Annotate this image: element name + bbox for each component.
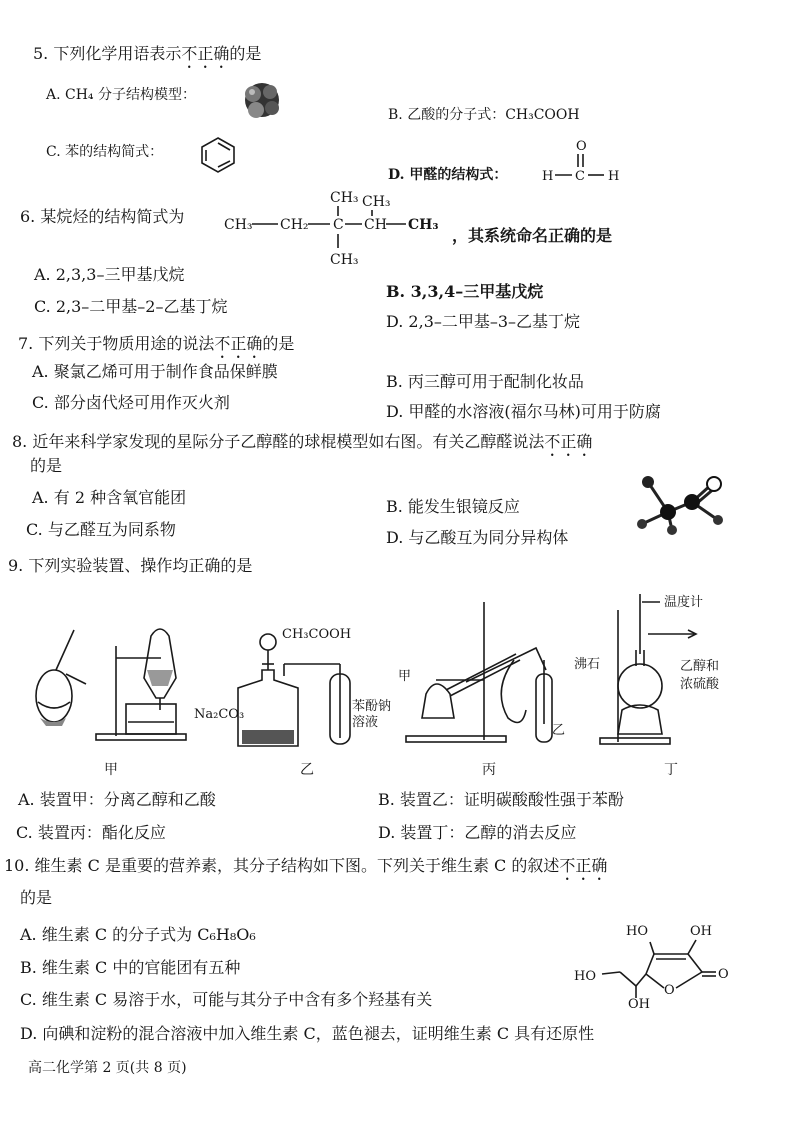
ch4-space-filling-model xyxy=(238,78,286,122)
q5-option-b: B. 乙酸的分子式：CH₃COOH xyxy=(388,107,580,123)
apparatus-jia-separatory-funnel xyxy=(36,618,196,748)
label-phenoxide-line2: 溶液 xyxy=(352,715,379,730)
struct-c: C xyxy=(575,169,585,184)
formaldehyde-structure xyxy=(538,136,628,184)
struct-ho-left: HO xyxy=(574,969,596,984)
q7-option-d: D. 甲醛的水溶液(福尔马林)可用于防腐 xyxy=(386,402,661,421)
label-bing-jia: 甲 xyxy=(398,669,412,684)
struct-ho-top: HO xyxy=(626,924,648,939)
q6-option-b: B. 3,3,4–三甲基戊烷 xyxy=(386,282,544,301)
q8-stem: 8. 近年来科学家发现的星际分子乙醇醛的球棍模型如右图。有关乙醇醛说法不正确 xyxy=(12,432,593,451)
label-ch3cooh: CH₃COOH xyxy=(282,627,352,642)
q10-stem-line2: 的是 xyxy=(20,888,53,907)
struct-ch3-right: CH₃ xyxy=(408,217,439,233)
struct-h-left: H xyxy=(542,169,554,184)
q9-stem: 9. 下列实验装置、操作均正确的是 xyxy=(8,556,253,575)
q7-option-c: C. 部分卤代烃可用作灭火剂 xyxy=(32,393,230,412)
q9-option-a: A. 装置甲：分离乙醇和乙酸 xyxy=(18,790,216,809)
apparatus-bing-esterification xyxy=(396,600,566,748)
apparatus-yi-carbonic-acid-test xyxy=(190,620,390,750)
q9-option-b: B. 装置乙：证明碳酸酸性强于苯酚 xyxy=(378,790,624,809)
q10-option-a: A. 维生素 C 的分子式为 C₆H₈O₆ xyxy=(20,925,256,944)
page-footer: 高二化学第 2 页(共 8 页) xyxy=(28,1060,187,1076)
apparatus-ding-ethanol-elimination xyxy=(570,594,770,748)
q8-option-d: D. 与乙酸互为同分异构体 xyxy=(386,528,569,547)
q6-stem-post: ，其系统命名正确的是 xyxy=(452,226,613,245)
label-thermometer: 温度计 xyxy=(664,595,704,610)
q8-option-b: B. 能发生银镜反应 xyxy=(386,497,520,516)
q10-option-d: D. 向碘和淀粉的混合溶液中加入维生素 C，蓝色褪去，证明维生素 C 具有还原性 xyxy=(20,1024,595,1043)
q6-option-d: D. 2,3–二甲基–3–乙基丁烷 xyxy=(386,312,581,331)
apparatus-label-ding: 丁 xyxy=(664,762,678,778)
q5-option-a: A. CH₄ 分子结构模型： xyxy=(46,87,196,103)
struct-oh-top: OH xyxy=(690,924,712,939)
q10-option-b: B. 维生素 C 中的官能团有五种 xyxy=(20,958,241,977)
apparatus-label-bing: 丙 xyxy=(482,762,496,778)
q8-option-c: C. 与乙醛互为同系物 xyxy=(26,520,176,539)
struct-ch3-top-right: CH₃ xyxy=(362,194,391,210)
q7-option-a: A. 聚氯乙烯可用于制作食品保鲜膜 xyxy=(32,362,278,381)
struct-ch: CH xyxy=(364,217,387,233)
q5-stem: 5. 下列化学用语表示不正确的是 xyxy=(33,44,262,63)
label-phenoxide-line1: 苯酚钠 xyxy=(352,699,392,714)
struct-ch2: CH₂ xyxy=(280,217,309,233)
struct-ch3-top: CH₃ xyxy=(330,190,359,206)
apparatus-label-jia: 甲 xyxy=(104,762,118,778)
benzene-ring xyxy=(198,136,238,172)
alkane-structure xyxy=(222,186,462,270)
q9-option-c: C. 装置丙：酯化反应 xyxy=(16,823,166,842)
struct-o-keto: O xyxy=(718,967,729,982)
q10-stem: 10. 维生素 C 是重要的营养素，其分子结构如下图。下列关于维生素 C 的叙述不正确 xyxy=(4,856,608,875)
q8-stem-line2: 的是 xyxy=(30,456,63,475)
struct-ch3-left: CH₃ xyxy=(224,217,253,233)
q5-option-c: C. 苯的结构简式： xyxy=(46,144,164,160)
struct-oh-bottom: OH xyxy=(628,997,650,1012)
q8-option-a: A. 有 2 种含氧官能团 xyxy=(32,488,187,507)
q6-option-c: C. 2,3–二甲基–2–乙基丁烷 xyxy=(34,297,228,316)
label-ethanol-line2: 浓硫酸 xyxy=(680,677,720,692)
label-ethanol-line1: 乙醇和 xyxy=(680,659,720,674)
struct-ch3-bottom: CH₃ xyxy=(330,252,359,268)
q5-option-d: D. 甲醛的结构式： xyxy=(388,167,508,183)
q6-stem-pre: 6. 某烷烃的结构简式为 xyxy=(20,207,185,226)
glycolaldehyde-ball-stick-model xyxy=(630,470,740,538)
label-na2co3: Na₂CO₃ xyxy=(194,707,245,722)
struct-o: O xyxy=(576,139,587,154)
struct-c-quaternary: C xyxy=(333,217,344,233)
struct-h-right: H xyxy=(608,169,620,184)
q10-option-c: C. 维生素 C 易溶于水，可能与其分子中含有多个羟基有关 xyxy=(20,990,433,1009)
apparatus-label-yi: 乙 xyxy=(300,762,314,778)
q6-option-a: A. 2,3,3–三甲基戊烷 xyxy=(34,265,185,284)
q7-stem: 7. 下列关于物质用途的说法不正确的是 xyxy=(18,334,295,353)
label-bing-yi: 乙 xyxy=(552,723,566,738)
label-boiling-chips: 沸石 xyxy=(574,657,601,672)
vitamin-c-structure xyxy=(572,918,748,1010)
q7-option-b: B. 丙三醇可用于配制化妆品 xyxy=(386,372,584,391)
q9-option-d: D. 装置丁：乙醇的消去反应 xyxy=(378,823,577,842)
struct-o-ring: O xyxy=(664,983,675,998)
